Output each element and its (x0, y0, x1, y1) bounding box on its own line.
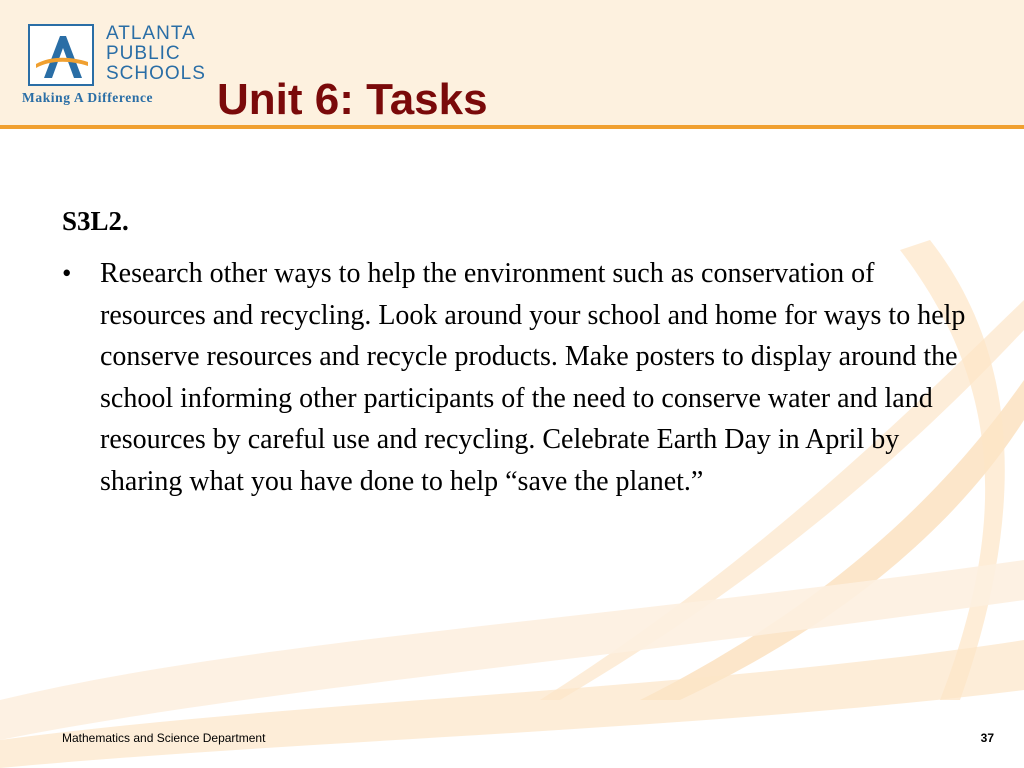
standard-code: S3L2. (62, 206, 129, 236)
logo-emblem (28, 24, 94, 86)
logo-line: PUBLIC (106, 43, 181, 64)
header-rule (0, 125, 1024, 129)
letter-a-emblem-icon (30, 26, 92, 84)
page-number: 37 (980, 731, 994, 745)
logo-line: ATLANTA (106, 23, 196, 44)
logo-tagline: Making A Difference (22, 90, 154, 105)
slide-title: Unit 6: Tasks (217, 75, 488, 124)
footer-department: Mathematics and Science Department (62, 731, 266, 745)
bullet-text: Research other ways to help the environment such as conservation of resources and recycling. Look around your school and home for ways to help conserve resources and recycle products. Make posters to display around the school informing other participants of the need to conserve water and land resources by careful use and recycling. Celebrate Earth Day in April by sharing what you have done to help “save the planet.” (100, 258, 966, 497)
bullet-item (62, 253, 972, 502)
logo-wordmark (106, 24, 206, 84)
logo-line: SCHOOLS (106, 63, 206, 84)
school-logo (22, 20, 206, 110)
bullet-icon: • (62, 258, 72, 288)
